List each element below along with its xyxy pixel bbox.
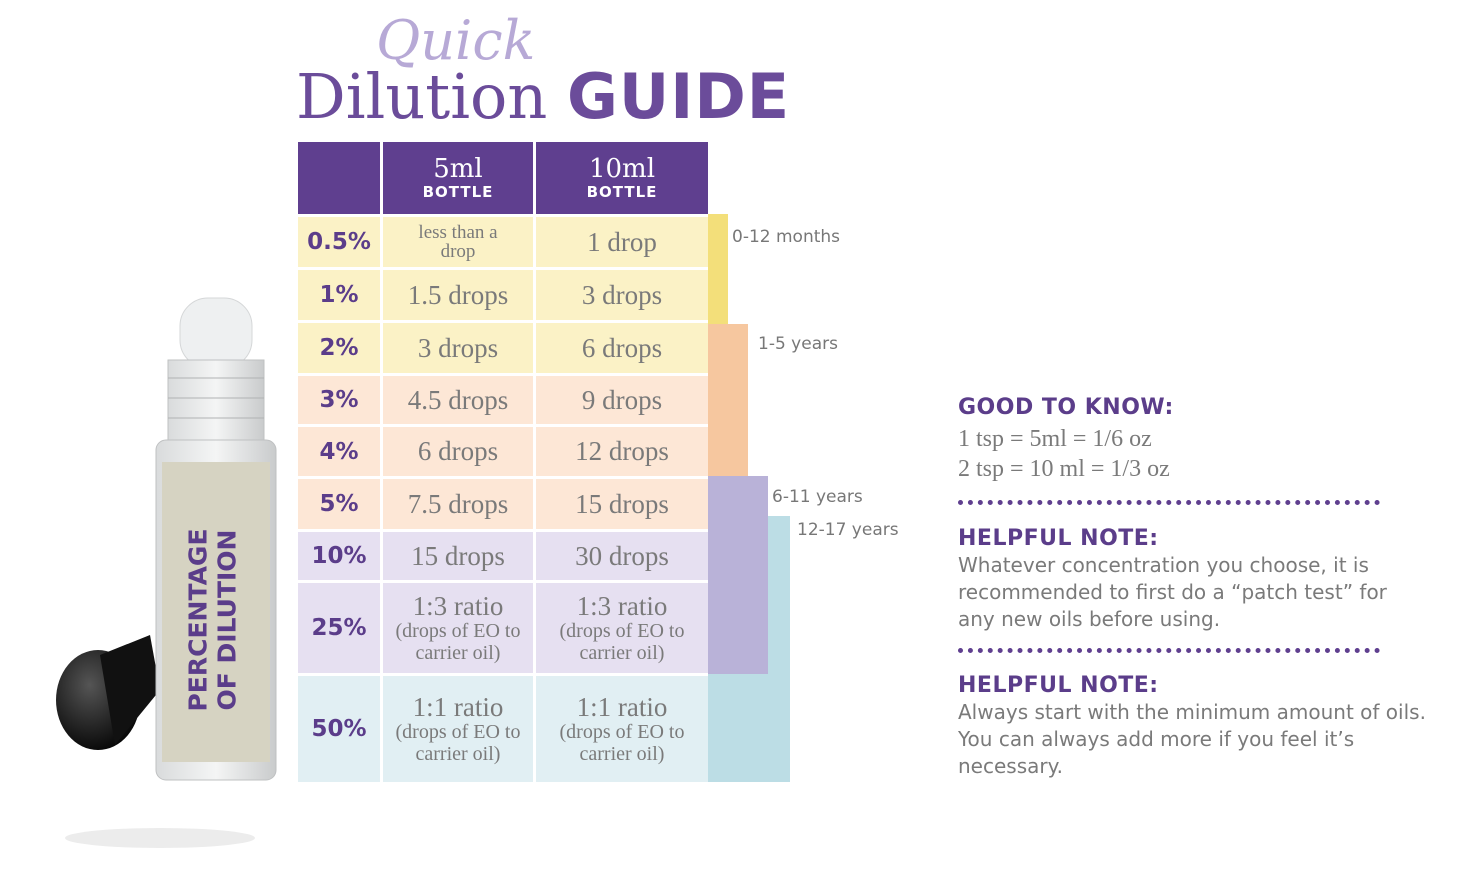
cell-ratio: 1:1 ratio — [412, 692, 504, 722]
header-5ml-unit: BOTTLE — [422, 183, 494, 201]
row-pct-4: 4% — [298, 427, 380, 476]
dotted-divider — [958, 500, 1380, 505]
header-10ml — [536, 142, 708, 214]
title-dilution: Dilution — [296, 60, 548, 133]
title-quick: Quick — [376, 9, 536, 72]
table-cell — [383, 676, 533, 782]
age-label-child: 6-11 years — [772, 487, 863, 507]
cell-ratio-note: (drops of EO to carrier oil) — [559, 620, 685, 664]
table-cell: 7.5 drops — [383, 479, 533, 529]
row-pct-25: 25% — [298, 583, 380, 673]
table-cell: 15 drops — [536, 479, 708, 529]
age-label-teen: 12-17 years — [797, 520, 899, 540]
row-pct-2: 2% — [298, 323, 380, 373]
cell-ratio: 1:3 ratio — [412, 591, 504, 621]
helpful-note-heading: HELPFUL NOTE: — [958, 673, 1159, 698]
table-cell: 30 drops — [536, 532, 708, 580]
header-5ml — [383, 142, 533, 214]
bottle-label-line2: OF DILUTION — [213, 529, 242, 711]
cell-ratio: 1:3 ratio — [576, 591, 668, 621]
dotted-divider — [958, 648, 1380, 653]
table-cell: 12 drops — [536, 427, 708, 476]
table-cell: 6 drops — [383, 427, 533, 476]
header-5ml-size: 5ml — [433, 154, 483, 184]
cell-text: less than a drop — [418, 222, 498, 262]
table-cell: 9 drops — [536, 376, 708, 424]
helpful-note-text: Whatever concentration you choose, it is recommended to first do a “patch test” for any new oils before using. — [958, 553, 1387, 631]
table-cell: 1.5 drops — [383, 270, 533, 320]
table-cell: 15 drops — [383, 532, 533, 580]
table-cell: 4.5 drops — [383, 376, 533, 424]
row-pct-5: 5% — [298, 479, 380, 529]
table-cell: 3 drops — [383, 323, 533, 373]
table-cell — [383, 583, 533, 673]
table-cell — [383, 217, 533, 267]
row-pct-0-5: 0.5% — [298, 217, 380, 267]
age-bar-child-front — [708, 476, 768, 674]
table-cell: 6 drops — [536, 323, 708, 373]
table-cell — [536, 583, 708, 673]
header-corner — [298, 142, 380, 214]
good-to-know-line1: 1 tsp = 5ml = 1/6 oz — [958, 426, 1152, 452]
header-10ml-size: 10ml — [588, 154, 656, 184]
cell-ratio-note: (drops of EO to carrier oil) — [395, 620, 521, 664]
good-to-know-line2: 2 tsp = 10 ml = 1/3 oz — [958, 456, 1170, 482]
cell-ratio-note: (drops of EO to carrier oil) — [559, 721, 685, 765]
row-pct-3: 3% — [298, 376, 380, 424]
table-cell — [536, 676, 708, 782]
bottle-label-line1: PERCENTAGE — [184, 528, 213, 712]
age-label-infant: 0-12 months — [732, 227, 841, 247]
helpful-note-text: Always start with the minimum amount of oils. You can always add more if you feel it’s necessary. — [958, 700, 1426, 778]
cell-ratio-note: (drops of EO to carrier oil) — [395, 721, 521, 765]
bottle-label — [158, 500, 268, 740]
cell-ratio: 1:1 ratio — [576, 692, 668, 722]
row-pct-1: 1% — [298, 270, 380, 320]
helpful-note-heading: HELPFUL NOTE: — [958, 526, 1159, 551]
page-title — [296, 60, 791, 133]
good-to-know-heading: GOOD TO KNOW: — [958, 395, 1174, 420]
age-label-young: 1-5 years — [758, 334, 838, 354]
table-cell: 1 drop — [536, 217, 708, 267]
title-guide: GUIDE — [567, 60, 791, 133]
row-pct-50: 50% — [298, 676, 380, 782]
table-cell: 3 drops — [536, 270, 708, 320]
header-10ml-unit: BOTTLE — [586, 183, 658, 201]
roller-bottle-image — [40, 290, 300, 850]
row-pct-10: 10% — [298, 532, 380, 580]
